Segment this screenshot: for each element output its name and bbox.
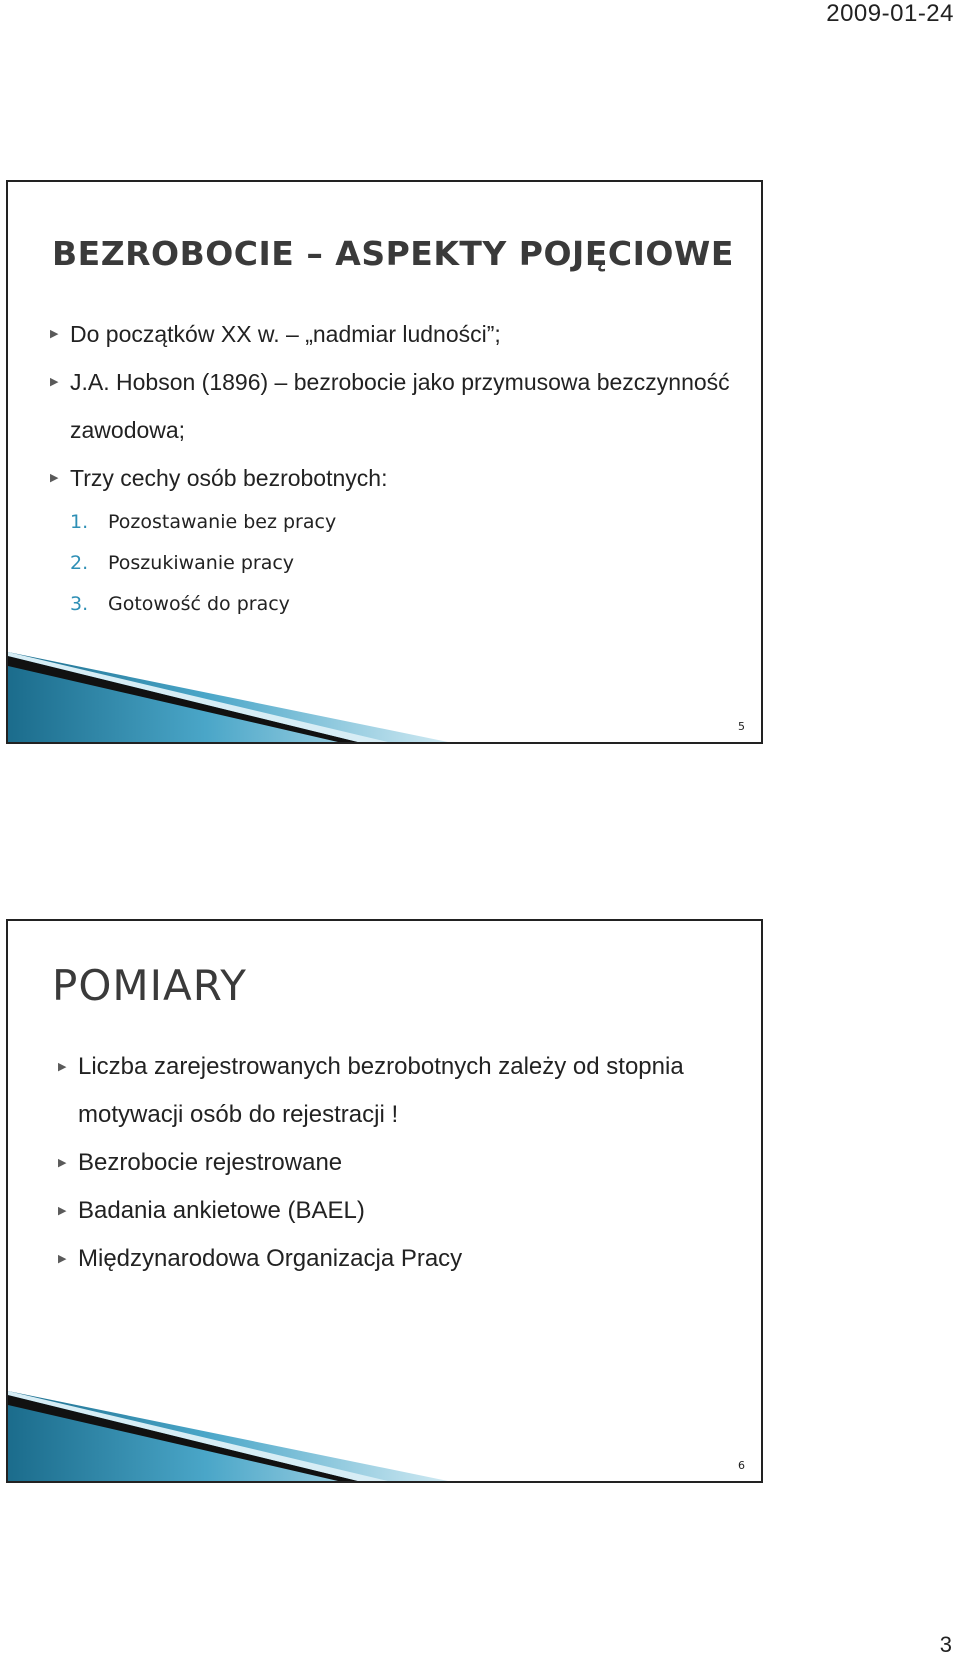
slide-title: BEZROBOCIE – ASPEKTY POJĘCIOWE [52, 234, 734, 273]
numbered-list [70, 502, 738, 625]
bullet-arrow-icon: ▶ [50, 328, 59, 340]
bullet-item [48, 310, 738, 358]
bullet-list [56, 1043, 746, 1283]
slide-6 [6, 919, 763, 1483]
item-text: Pozostawanie bez pracy [108, 511, 337, 533]
bullet-text: J.A. Hobson (1896) – bezrobocie jako przymusowa bezczynność zawodowa; [70, 369, 730, 443]
bullet-item [56, 1043, 746, 1139]
numbered-item [70, 584, 738, 625]
page-number: 3 [939, 1632, 952, 1657]
numbered-item [70, 502, 738, 543]
slide-decoration [8, 652, 448, 742]
bullet-arrow-icon: ▶ [50, 472, 59, 484]
bullet-text: Międzynarodowa Organizacja Pracy [78, 1245, 463, 1272]
slide-number: 5 [738, 720, 745, 733]
item-number: 2. [70, 552, 89, 574]
bullet-item [48, 358, 738, 454]
page-date: 2009-01-24 [826, 0, 954, 27]
numbered-item [70, 543, 738, 584]
bullet-item [56, 1235, 746, 1283]
bullet-text: Do początków XX w. – „nadmiar ludności”; [70, 321, 501, 347]
bullet-list [48, 310, 738, 625]
bullet-text: Trzy cechy osób bezrobotnych: [70, 465, 388, 491]
item-text: Poszukiwanie pracy [108, 552, 295, 574]
bullet-text: Bezrobocie rejestrowane [78, 1149, 343, 1176]
bullet-arrow-icon: ▶ [58, 1253, 67, 1265]
bullet-arrow-icon: ▶ [58, 1157, 67, 1169]
item-text: Gotowość do pracy [108, 593, 290, 615]
slide-decoration [8, 1391, 448, 1481]
bullet-item [48, 454, 738, 625]
bullet-item [56, 1139, 746, 1187]
bullet-arrow-icon: ▶ [58, 1061, 67, 1073]
slide-5 [6, 180, 763, 744]
slide-title: POMIARY [52, 961, 247, 1010]
item-number: 1. [70, 511, 89, 533]
bullet-arrow-icon: ▶ [58, 1205, 67, 1217]
bullet-text: Liczba zarejestrowanych bezrobotnych zależy od stopnia motywacji osób do rejestracji ! [78, 1053, 684, 1128]
item-number: 3. [70, 593, 89, 615]
slide-number: 6 [738, 1459, 745, 1472]
bullet-text: Badania ankietowe (BAEL) [78, 1197, 365, 1224]
bullet-item [56, 1187, 746, 1235]
bullet-arrow-icon: ▶ [50, 376, 59, 388]
